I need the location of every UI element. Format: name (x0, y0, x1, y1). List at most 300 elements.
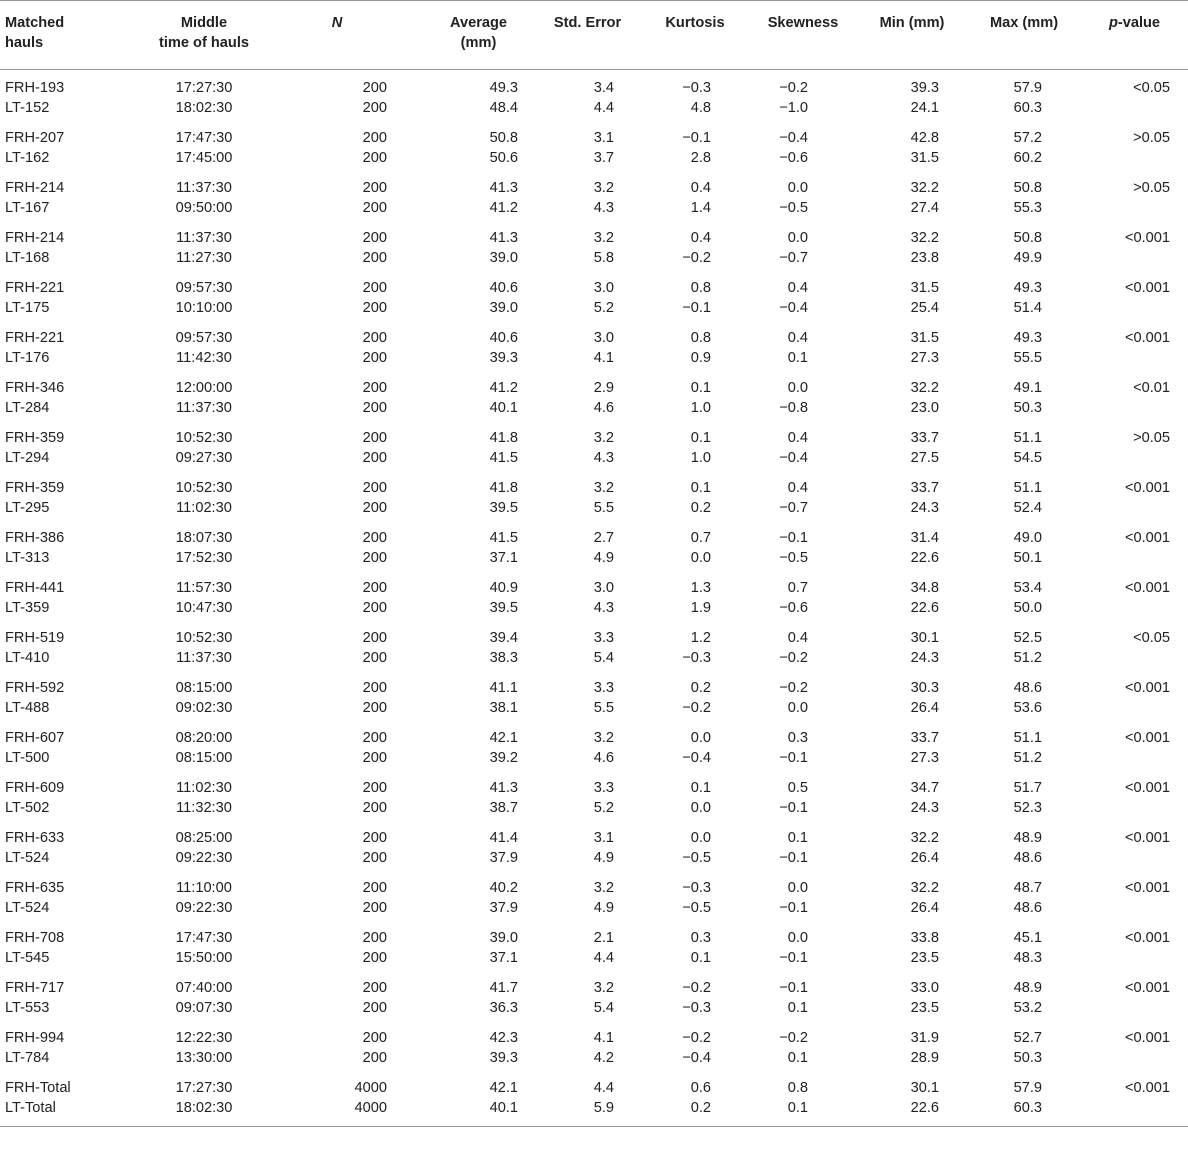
table-row (0, 920, 1188, 948)
cell-skewness: −0.4 (779, 450, 808, 466)
cell-n: 200 (362, 680, 387, 696)
table-row (0, 720, 1188, 748)
table-row (0, 270, 1188, 298)
table-body (0, 70, 1188, 1127)
cell-std-error: 5.9 (534, 1098, 640, 1127)
cell-p-value (1080, 1098, 1188, 1127)
cell-haul: LT-294 (5, 450, 50, 466)
cell-skewness: −0.6 (779, 150, 808, 166)
cell-max: 51.7 (1013, 780, 1042, 796)
cell-min: 31.5 (910, 330, 939, 346)
cell-std-error: 3.2 (593, 730, 614, 746)
table-row (0, 1048, 1188, 1070)
cell-average: 41.3 (489, 230, 518, 246)
table-row (0, 898, 1188, 920)
cell-max: 49.0 (1013, 530, 1042, 546)
cell-time: 18:02:30 (175, 100, 233, 116)
cell-max: 50.8 (1013, 180, 1042, 196)
cell-max: 55.3 (1013, 200, 1042, 216)
cell-haul: LT-313 (5, 550, 50, 566)
cell-p-value: >0.05 (1133, 430, 1170, 446)
cell-skewness: −0.7 (779, 500, 808, 516)
cell-n: 200 (362, 1030, 387, 1046)
header-matched-hauls-line2: hauls (5, 35, 44, 51)
cell-min: 22.6 (910, 550, 939, 566)
cell-n: 200 (362, 580, 387, 596)
cell-p-value (1080, 648, 1188, 670)
cell-std-error: 3.3 (593, 680, 614, 696)
cell-average: 40.1 (393, 1098, 534, 1127)
cell-skewness: −0.2 (779, 650, 808, 666)
cell-kurtosis: −0.5 (682, 850, 711, 866)
cell-n: 200 (362, 180, 387, 196)
cell-p-value: >0.05 (1133, 130, 1170, 146)
cell-average: 39.3 (489, 1050, 518, 1066)
cell-std-error: 4.3 (593, 600, 614, 616)
cell-p-value: <0.001 (1124, 530, 1170, 546)
cell-average: 50.6 (489, 150, 518, 166)
cell-n: 200 (362, 500, 387, 516)
cell-haul: LT-152 (5, 100, 50, 116)
cell-n: 200 (362, 330, 387, 346)
cell-min: 32.2 (910, 380, 939, 396)
cell-skewness: 0.1 (787, 1050, 808, 1066)
cell-max: 57.9 (1013, 1080, 1042, 1096)
cell-haul: FRH-592 (5, 680, 65, 696)
cell-haul: FRH-359 (5, 430, 65, 446)
cell-average: 41.2 (489, 380, 518, 396)
cell-time: 07:40:00 (175, 980, 233, 996)
cell-p-value (1080, 1048, 1188, 1070)
cell-max: 51.1 (1013, 730, 1042, 746)
cell-skewness: 0.1 (749, 1098, 856, 1127)
table-row (0, 298, 1188, 320)
cell-haul: LT-524 (5, 850, 50, 866)
cell-kurtosis: 0.2 (690, 500, 711, 516)
cell-kurtosis: −0.4 (682, 750, 711, 766)
cell-n: 200 (362, 550, 387, 566)
cell-n: 200 (362, 150, 387, 166)
table-row (0, 648, 1188, 670)
cell-n: 200 (362, 800, 387, 816)
cell-std-error: 3.2 (593, 430, 614, 446)
cell-kurtosis: 0.1 (690, 380, 711, 396)
cell-haul: LT-284 (5, 400, 50, 416)
cell-time: 17:27:30 (175, 1080, 233, 1096)
cell-n: 200 (362, 900, 387, 916)
cell-max: 48.7 (1013, 880, 1042, 896)
cell-max: 53.4 (1013, 580, 1042, 596)
cell-n: 200 (362, 750, 387, 766)
cell-time: 11:37:30 (176, 230, 232, 246)
cell-n: 200 (362, 880, 387, 896)
cell-time: 10:47:30 (175, 600, 233, 616)
cell-skewness: −0.1 (779, 800, 808, 816)
cell-std-error: 5.4 (593, 650, 614, 666)
cell-std-error: 4.3 (593, 200, 614, 216)
cell-max: 50.0 (1013, 600, 1042, 616)
cell-min: 30.3 (910, 680, 939, 696)
cell-n: 200 (362, 230, 387, 246)
header-p-value (1080, 1, 1188, 70)
cell-p-value: <0.001 (1124, 780, 1170, 796)
cell-kurtosis: 1.2 (690, 630, 711, 646)
cell-min: 24.3 (910, 500, 939, 516)
cell-max: 48.6 (1013, 680, 1042, 696)
cell-time: 12:22:30 (175, 1030, 233, 1046)
cell-average: 41.8 (489, 480, 518, 496)
table-row (0, 620, 1188, 648)
cell-time: 17:27:30 (175, 80, 233, 96)
cell-min: 32.2 (910, 880, 939, 896)
cell-haul: LT-524 (5, 900, 50, 916)
table-row (0, 1020, 1188, 1048)
cell-n: 200 (362, 530, 387, 546)
cell-p-value: <0.001 (1124, 730, 1170, 746)
cell-average: 41.2 (489, 200, 518, 216)
cell-min: 30.1 (910, 630, 939, 646)
cell-std-error: 2.9 (593, 380, 614, 396)
cell-n: 200 (362, 300, 387, 316)
cell-p-value: <0.05 (1133, 80, 1170, 96)
cell-kurtosis: 0.4 (690, 180, 711, 196)
header-max: Max (mm) (989, 15, 1059, 31)
cell-skewness: 0.1 (787, 1000, 808, 1016)
cell-std-error: 5.8 (593, 250, 614, 266)
cell-std-error: 3.0 (593, 580, 614, 596)
table-row (0, 398, 1188, 420)
cell-haul: LT-784 (5, 1050, 50, 1066)
cell-std-error: 3.2 (593, 980, 614, 996)
cell-haul: FRH-214 (5, 180, 65, 196)
cell-kurtosis: 0.1 (690, 780, 711, 796)
cell-min: 30.1 (910, 1080, 939, 1096)
cell-n: 200 (362, 600, 387, 616)
cell-max: 51.4 (1013, 300, 1042, 316)
cell-std-error: 5.5 (593, 500, 614, 516)
cell-min: 27.5 (910, 450, 939, 466)
cell-n: 200 (362, 950, 387, 966)
table-row (0, 198, 1188, 220)
cell-p-value (1080, 298, 1188, 320)
cell-kurtosis: 0.7 (690, 530, 711, 546)
cell-min: 24.3 (910, 650, 939, 666)
cell-average: 39.3 (489, 350, 518, 366)
cell-min: 31.5 (910, 280, 939, 296)
cell-haul: FRH-708 (5, 930, 65, 946)
cell-time: 10:52:30 (175, 630, 233, 646)
cell-min: 33.7 (910, 730, 939, 746)
cell-haul: LT-488 (5, 700, 50, 716)
cell-p-value: <0.001 (1124, 930, 1170, 946)
cell-time: 17:47:30 (175, 930, 233, 946)
table-row (0, 598, 1188, 620)
cell-min: 31.5 (910, 150, 939, 166)
cell-skewness: −0.1 (779, 900, 808, 916)
cell-kurtosis: −0.3 (682, 650, 711, 666)
cell-std-error: 2.7 (593, 530, 614, 546)
cell-skewness: −0.5 (779, 550, 808, 566)
cell-time: 13:30:00 (175, 1050, 233, 1066)
cell-haul: LT-359 (5, 600, 50, 616)
cell-min: 31.4 (910, 530, 939, 546)
cell-n: 200 (362, 100, 387, 116)
table-row (0, 548, 1188, 570)
cell-std-error: 3.2 (593, 180, 614, 196)
cell-time: 08:15:00 (175, 750, 233, 766)
cell-skewness: −0.1 (779, 980, 808, 996)
cell-average: 41.3 (489, 780, 518, 796)
cell-p-value: <0.001 (1124, 880, 1170, 896)
cell-max: 49.9 (1013, 250, 1042, 266)
cell-skewness: 0.4 (787, 630, 808, 646)
cell-haul: FRH-609 (5, 780, 65, 796)
cell-min: 33.0 (910, 980, 939, 996)
cell-max: 50.1 (1013, 550, 1042, 566)
cell-n: 200 (362, 250, 387, 266)
cell-max: 52.3 (1013, 800, 1042, 816)
cell-p-value: <0.001 (1124, 1080, 1170, 1096)
cell-n: 200 (362, 200, 387, 216)
cell-std-error: 3.0 (593, 330, 614, 346)
cell-p-value: <0.001 (1124, 680, 1170, 696)
cell-min: 33.7 (910, 430, 939, 446)
table-row (0, 570, 1188, 598)
cell-time: 11:27:30 (176, 250, 232, 266)
cell-std-error: 3.2 (593, 480, 614, 496)
cell-kurtosis: 4.8 (690, 100, 711, 116)
table-row (0, 998, 1188, 1020)
cell-average: 42.1 (489, 730, 518, 746)
cell-std-error: 4.2 (593, 1050, 614, 1066)
cell-average: 37.1 (489, 950, 518, 966)
cell-time: 09:22:30 (175, 850, 233, 866)
cell-haul: FRH-221 (5, 280, 65, 296)
cell-max: 55.5 (1013, 350, 1042, 366)
cell-p-value: <0.001 (1124, 580, 1170, 596)
cell-max: 51.2 (1013, 750, 1042, 766)
cell-n: 200 (362, 280, 387, 296)
cell-skewness: −0.1 (779, 750, 808, 766)
cell-time: 18:07:30 (175, 530, 233, 546)
cell-std-error: 5.5 (593, 700, 614, 716)
cell-average: 40.6 (489, 330, 518, 346)
cell-n: 200 (362, 400, 387, 416)
cell-min: 22.6 (856, 1098, 967, 1127)
cell-haul: LT-Total (0, 1098, 128, 1127)
cell-skewness: −0.6 (779, 600, 808, 616)
cell-haul: FRH-221 (5, 330, 65, 346)
cell-min: 27.3 (910, 350, 939, 366)
table-row (0, 98, 1188, 120)
cell-time: 11:32:30 (176, 800, 232, 816)
cell-std-error: 4.6 (593, 400, 614, 416)
cell-skewness: 0.8 (787, 1080, 808, 1096)
cell-skewness: −0.2 (779, 680, 808, 696)
cell-p-value: <0.001 (1124, 1030, 1170, 1046)
cell-average: 38.1 (489, 700, 518, 716)
cell-average: 41.1 (489, 680, 518, 696)
cell-average: 41.5 (489, 530, 518, 546)
cell-average: 38.3 (489, 650, 518, 666)
cell-p-value: <0.001 (1124, 330, 1170, 346)
cell-min: 32.2 (910, 180, 939, 196)
cell-std-error: 3.3 (593, 630, 614, 646)
cell-std-error: 4.3 (593, 450, 614, 466)
cell-time: 08:20:00 (175, 730, 233, 746)
cell-haul: FRH-441 (5, 580, 65, 596)
cell-kurtosis: −0.5 (682, 900, 711, 916)
cell-min: 33.8 (910, 930, 939, 946)
cell-kurtosis: 0.2 (690, 680, 711, 696)
cell-n: 4000 (280, 1098, 393, 1127)
cell-kurtosis: −0.4 (682, 1050, 711, 1066)
cell-p-value: <0.001 (1124, 230, 1170, 246)
cell-n: 200 (362, 650, 387, 666)
cell-kurtosis: 1.0 (690, 400, 711, 416)
cell-average: 48.4 (489, 100, 518, 116)
cell-average: 39.5 (489, 500, 518, 516)
cell-average: 41.3 (489, 180, 518, 196)
cell-n: 200 (362, 80, 387, 96)
cell-average: 39.0 (489, 250, 518, 266)
cell-kurtosis: 2.8 (690, 150, 711, 166)
cell-skewness: 0.4 (787, 280, 808, 296)
table-row (0, 370, 1188, 398)
cell-min: 34.8 (910, 580, 939, 596)
table-row (0, 848, 1188, 870)
cell-n: 200 (362, 350, 387, 366)
header-middle-time-line1: Middle (180, 15, 228, 31)
cell-std-error: 4.9 (593, 900, 614, 916)
cell-max: 57.9 (1013, 80, 1042, 96)
cell-p-value (1080, 698, 1188, 720)
cell-n: 200 (362, 730, 387, 746)
cell-haul: LT-500 (5, 750, 50, 766)
cell-kurtosis: 0.0 (690, 550, 711, 566)
cell-skewness: 0.4 (787, 480, 808, 496)
cell-p-value: <0.05 (1133, 630, 1170, 646)
cell-max: 49.3 (1013, 330, 1042, 346)
cell-n: 200 (362, 480, 387, 496)
cell-min: 33.7 (910, 480, 939, 496)
cell-p-value (1080, 548, 1188, 570)
cell-n: 200 (362, 700, 387, 716)
cell-average: 40.6 (489, 280, 518, 296)
cell-kurtosis: −0.1 (682, 130, 711, 146)
cell-n: 200 (362, 630, 387, 646)
cell-time: 09:02:30 (175, 700, 233, 716)
cell-haul: LT-545 (5, 950, 50, 966)
cell-max: 51.1 (1013, 480, 1042, 496)
cell-kurtosis: −0.2 (682, 1030, 711, 1046)
cell-time: 09:57:30 (175, 330, 233, 346)
cell-time: 08:25:00 (175, 830, 233, 846)
cell-skewness: 0.0 (787, 700, 808, 716)
cell-kurtosis: −0.2 (682, 250, 711, 266)
cell-min: 26.4 (910, 900, 939, 916)
cell-time: 11:37:30 (176, 180, 232, 196)
header-middle-time (128, 1, 280, 70)
cell-std-error: 4.4 (593, 100, 614, 116)
cell-average: 39.0 (489, 930, 518, 946)
cell-std-error: 3.0 (593, 280, 614, 296)
cell-max: 52.5 (1013, 630, 1042, 646)
cell-std-error: 4.4 (593, 950, 614, 966)
cell-max: 53.6 (1013, 700, 1042, 716)
cell-skewness: 0.4 (787, 430, 808, 446)
cell-average: 39.0 (489, 300, 518, 316)
cell-skewness: −0.8 (779, 400, 808, 416)
cell-average: 37.1 (489, 550, 518, 566)
cell-time: 11:42:30 (176, 350, 232, 366)
cell-p-value (1080, 798, 1188, 820)
cell-kurtosis: 0.9 (690, 350, 711, 366)
cell-time: 11:37:30 (176, 400, 232, 416)
cell-kurtosis: 0.8 (690, 280, 711, 296)
cell-haul: FRH-717 (5, 980, 65, 996)
table-row (0, 670, 1188, 698)
cell-p-value (1080, 198, 1188, 220)
cell-skewness: 0.0 (787, 180, 808, 196)
cell-p-value (1080, 598, 1188, 620)
cell-kurtosis: −0.3 (682, 80, 711, 96)
cell-max: 60.3 (1013, 100, 1042, 116)
table-row (0, 248, 1188, 270)
cell-skewness: −0.7 (779, 250, 808, 266)
cell-skewness: 0.3 (787, 730, 808, 746)
cell-p-value (1080, 498, 1188, 520)
cell-haul: FRH-193 (5, 80, 65, 96)
cell-min: 23.8 (910, 250, 939, 266)
cell-time: 17:47:30 (175, 130, 233, 146)
cell-skewness: 0.1 (787, 830, 808, 846)
header-kurtosis: Kurtosis (665, 15, 725, 31)
cell-std-error: 3.2 (593, 880, 614, 896)
cell-skewness: −0.1 (779, 850, 808, 866)
cell-skewness: 0.7 (787, 580, 808, 596)
cell-min: 42.8 (910, 130, 939, 146)
header-matched-hauls (0, 1, 128, 70)
cell-average: 41.4 (489, 830, 518, 846)
cell-p-value (1080, 398, 1188, 420)
cell-std-error: 4.6 (593, 750, 614, 766)
cell-max: 51.2 (1013, 650, 1042, 666)
table-row (0, 70, 1188, 99)
cell-max: 51.1 (1013, 430, 1042, 446)
cell-p-value: >0.05 (1133, 180, 1170, 196)
table-row (0, 520, 1188, 548)
cell-std-error: 3.1 (593, 830, 614, 846)
cell-n: 4000 (354, 1080, 387, 1096)
cell-max: 49.1 (1013, 380, 1042, 396)
table-row (0, 748, 1188, 770)
cell-skewness: −0.5 (779, 200, 808, 216)
cell-kurtosis: 1.3 (690, 580, 711, 596)
cell-skewness: −0.4 (779, 130, 808, 146)
table-row (0, 420, 1188, 448)
cell-average: 39.4 (489, 630, 518, 646)
cell-max: 60.3 (967, 1098, 1080, 1127)
table-row (0, 870, 1188, 898)
cell-kurtosis: 0.0 (690, 730, 711, 746)
cell-kurtosis: 0.8 (690, 330, 711, 346)
cell-n: 200 (362, 450, 387, 466)
cell-std-error: 3.3 (593, 780, 614, 796)
cell-skewness: −0.1 (779, 950, 808, 966)
table-row (0, 320, 1188, 348)
cell-haul: FRH-519 (5, 630, 65, 646)
